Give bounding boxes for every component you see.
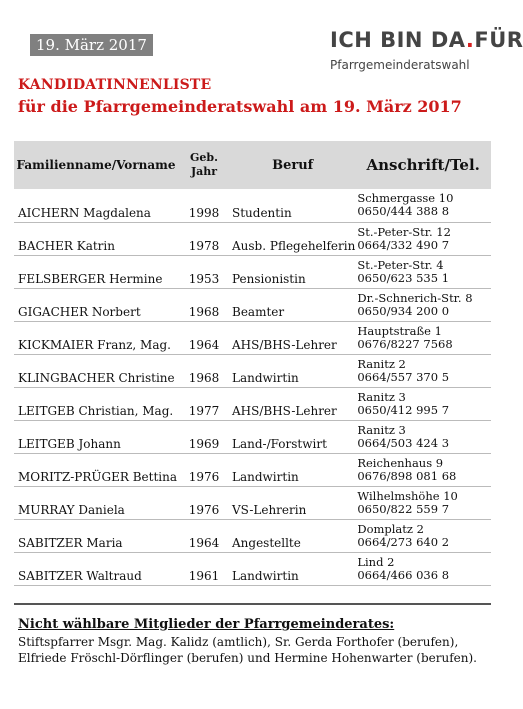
candidate-phone: 0676/8227 7568	[357, 336, 453, 351]
candidate-address	[355, 321, 491, 354]
candidate-street: Dr.-Schnerich-Str. 8	[357, 290, 473, 305]
candidate-name: LEITGEB Johann	[18, 436, 121, 451]
candidate-address	[355, 222, 491, 255]
candidate-street: Ranitz 3	[357, 422, 406, 437]
candidate-address	[355, 189, 491, 222]
candidate-street: Ranitz 3	[357, 389, 406, 404]
candidate-address	[355, 486, 491, 519]
candidate-name: SABITZER Maria	[18, 535, 123, 550]
candidate-row	[14, 519, 491, 552]
candidate-name: KICKMAIER Franz, Mag.	[18, 337, 171, 352]
candidate-row	[14, 387, 491, 420]
logo-subtitle: Pfarrgemeinderatswahl	[330, 58, 470, 72]
candidate-name: MORITZ-PRÜGER Bettina	[18, 469, 177, 484]
candidate-phone: 0650/623 535 1	[357, 270, 450, 285]
candidate-occupation: VS-Lehrerin	[232, 502, 307, 517]
candidate-address	[355, 354, 491, 387]
birth-year-header-line1: Geb.	[190, 151, 218, 164]
candidate-birth-year: 1964	[188, 535, 220, 550]
non-eligible-members-heading: Nicht wählbare Mitglieder der Pfarrgemeinderates:	[18, 617, 395, 632]
candidate-phone: 0650/822 559 7	[357, 501, 450, 516]
candidate-birth-year: 1968	[188, 304, 220, 319]
candidate-name: KLINGBACHER Christine	[18, 370, 175, 385]
candidate-name: GIGACHER Norbert	[18, 304, 141, 319]
birth-year-header-line2: Jahr	[190, 165, 218, 178]
candidate-occupation: Landwirtin	[232, 469, 299, 484]
header-row	[14, 141, 491, 189]
logo-slogan-right: FÜR	[474, 28, 523, 52]
candidate-address	[355, 420, 491, 453]
candidate-row	[14, 354, 491, 387]
candidate-birth-year: 1964	[188, 337, 220, 352]
candidate-address	[355, 255, 491, 288]
candidate-phone: 0664/273 640 2	[357, 534, 450, 549]
candidate-address	[355, 387, 491, 420]
candidate-occupation: Studentin	[232, 205, 292, 220]
candidate-phone: 0664/466 036 8	[357, 567, 450, 582]
candidate-name: BACHER Katrin	[18, 238, 115, 253]
candidate-birth-year: 1978	[188, 238, 220, 253]
column-header-birth-year	[178, 141, 230, 189]
candidate-name: MURRAY Daniela	[18, 502, 125, 517]
candidate-birth-year: 1976	[188, 502, 220, 517]
logo-slogan-left: ICH BIN DA	[330, 28, 466, 52]
logo-slogan	[330, 28, 523, 52]
candidate-row	[14, 453, 491, 486]
candidate-street: Lind 2	[357, 554, 395, 569]
candidate-name: SABITZER Waltraud	[18, 568, 142, 583]
table-bottom-rule	[14, 603, 491, 605]
candidate-phone: 0650/934 200 0	[357, 303, 450, 318]
candidate-table-header	[14, 141, 491, 189]
candidate-row	[14, 222, 491, 255]
candidate-occupation: Landwirtin	[232, 370, 299, 385]
candidate-name: FELSBERGER Hermine	[18, 271, 163, 286]
candidate-row	[14, 288, 491, 321]
candidate-birth-year: 1961	[188, 568, 220, 583]
candidate-birth-year: 1977	[188, 403, 220, 418]
candidate-occupation: Landwirtin	[232, 568, 299, 583]
candidate-street: Domplatz 2	[357, 521, 424, 536]
candidate-row	[14, 486, 491, 519]
candidate-occupation: Land-/Forstwirt	[232, 436, 327, 451]
candidate-phone: 0650/412 995 7	[357, 402, 450, 417]
candidate-address	[355, 288, 491, 321]
candidate-street: Reichenhaus 9	[357, 455, 444, 470]
candidate-row	[14, 420, 491, 453]
candidate-occupation: AHS/BHS-Lehrer	[232, 337, 337, 352]
candidate-phone: 0676/898 081 68	[357, 468, 457, 483]
candidate-row	[14, 189, 491, 222]
campaign-logo	[330, 28, 523, 72]
candidate-birth-year: 1969	[188, 436, 220, 451]
candidate-phone: 0664/503 424 3	[357, 435, 450, 450]
candidate-street: St.-Peter-Str. 12	[357, 224, 451, 239]
candidate-name: AICHERN Magdalena	[18, 205, 151, 220]
candidate-birth-year: 1998	[188, 205, 220, 220]
non-eligible-members-line2: Elfriede Fröschl-Dörflinger (berufen) und Hermine Hohenwarter (berufen).	[18, 651, 477, 665]
non-eligible-members-text	[18, 634, 490, 666]
candidate-phone: 0650/444 388 8	[357, 204, 450, 219]
candidate-street: St.-Peter-Str. 4	[357, 257, 444, 272]
non-eligible-members-line1: Stiftspfarrer Msgr. Mag. Kalidz (amtlich), Sr. Gerda Forthofer (berufen),	[18, 635, 459, 649]
column-header-address: Anschrift/Tel.	[366, 156, 480, 174]
candidate-row	[14, 552, 491, 585]
column-header-occupation: Beruf	[272, 157, 314, 173]
candidate-address	[355, 552, 491, 585]
candidate-occupation: AHS/BHS-Lehrer	[232, 403, 337, 418]
candidate-row	[14, 255, 491, 288]
election-date-badge: 19. März 2017	[30, 34, 153, 56]
candidate-occupation: Ausb. Pflegehelferin	[232, 238, 356, 253]
candidate-address	[355, 453, 491, 486]
logo-red-dot: .	[465, 28, 475, 52]
candidate-occupation: Beamter	[232, 304, 285, 319]
candidate-phone: 0664/557 370 5	[357, 369, 450, 384]
candidate-phone: 0664/332 490 7	[357, 237, 450, 252]
candidate-address	[355, 519, 491, 552]
candidate-street: Ranitz 2	[357, 356, 406, 371]
candidate-street: Wilhelmshöhe 10	[357, 488, 458, 503]
candidate-street: Schmergasse 10	[357, 191, 454, 206]
candidate-birth-year: 1953	[188, 271, 220, 286]
candidate-name: LEITGEB Christian, Mag.	[18, 403, 174, 418]
candidate-occupation: Angestellte	[232, 535, 301, 550]
document-title: KANDIDATINNENLISTE	[18, 77, 212, 93]
document-subtitle: für die Pfarrgemeinderatswahl am 19. März 2017	[18, 97, 462, 116]
candidate-table-body	[14, 189, 491, 585]
candidate-table	[14, 141, 491, 586]
candidate-street: Hauptstraße 1	[357, 323, 442, 338]
candidate-occupation: Pensionistin	[232, 271, 306, 286]
candidate-row	[14, 321, 491, 354]
column-header-name: Familienname/Vorname	[16, 158, 176, 172]
candidate-birth-year: 1968	[188, 370, 220, 385]
candidate-birth-year: 1976	[188, 469, 220, 484]
